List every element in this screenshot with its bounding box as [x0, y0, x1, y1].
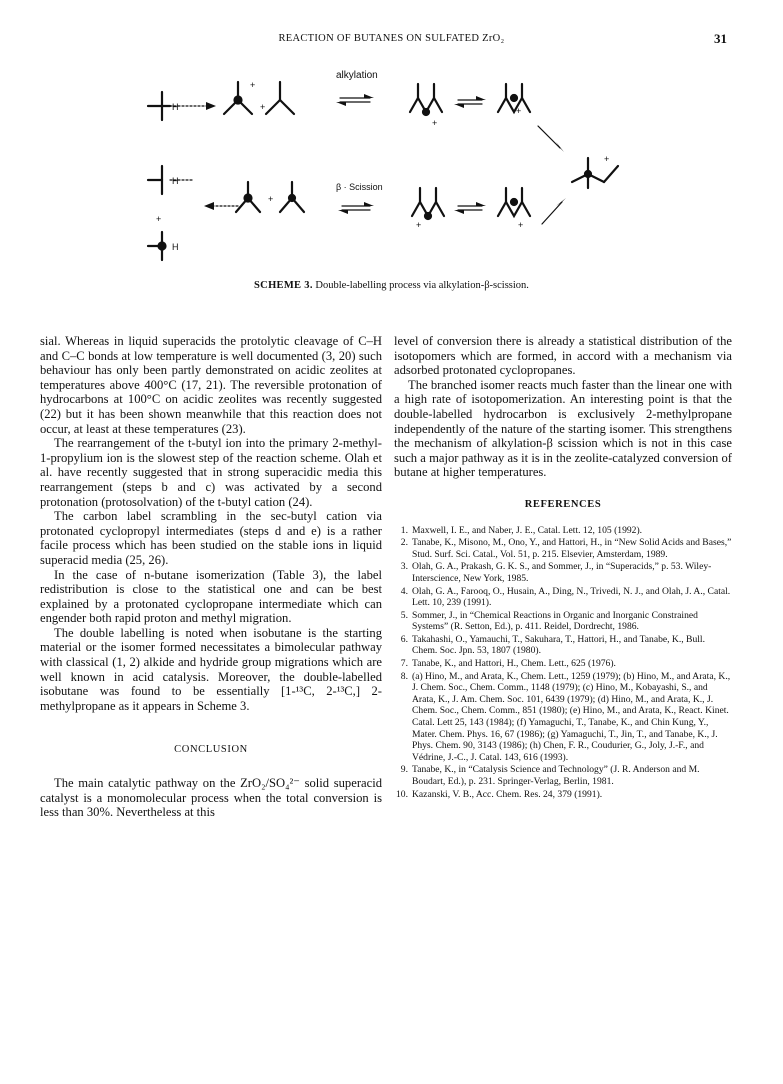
alkylation-label: alkylation — [336, 70, 378, 81]
reference-number: 9. — [400, 764, 408, 776]
reference-number: 8. — [400, 670, 408, 682]
left-column — [40, 334, 382, 820]
reference-item — [394, 671, 732, 764]
scission-label: β · Scission — [336, 182, 383, 192]
reference-text: Tanabe, K., Misono, M., Ono, Y., and Hattori, H., in “New Solid Acids and Bases,” Stud. Surf. Sci. Catal., Vol. 51, p. 215. Elsevier, Amsterdam, 1989. — [412, 537, 732, 560]
paragraph: sial. Whereas in liquid superacids the protolytic cleavage of C–H and C–C bonds at low temperature is well documented (3, 20) such behaviour has only been partly demonstrated on acidic zeolites at temperatures above 400°C (17, 21). The reversible protonation of hydrocarbons at 100°C on acidic zeolites was recently suggested (22) but it has been shown meanwhile that this reaction does not occur, at least at these temperatures (23). — [40, 334, 382, 436]
h-label-1: H — [172, 102, 179, 112]
right-column — [394, 334, 732, 801]
paragraph: The main catalytic pathway on the ZrO₂/SO₄²⁻ solid superacid catalyst is a monomolecular process when the total conversion is less than 30%. Nevertheless at this — [40, 776, 382, 820]
reference-item — [394, 537, 732, 560]
reference-item — [394, 789, 732, 801]
h-label-3: H — [172, 242, 179, 252]
reference-text: Olah, G. A., Prakash, G. K. S., and Sommer, J., in “Superacids,” p. 53. Wiley-Interscience, New York, 1985. — [412, 561, 712, 584]
reference-number: 10. — [396, 788, 408, 800]
reference-number: 3. — [400, 561, 408, 573]
scheme-caption — [0, 280, 783, 291]
reference-item — [394, 764, 732, 787]
paragraph: The rearrangement of the t-butyl ion into the primary 2-methyl-1-propylium ion is the slowest step of the reaction scheme. Olah et al. have recently suggested that in strong superacidic media this rearrangement (steps b and c) was activated by a second protonation (protosolvation) of the t-butyl cation (24). — [40, 436, 382, 509]
paragraph: The carbon label scrambling in the sec-butyl cation via protonated cyclopropyl intermediates (steps d and e) is a rather facile process which has been studied on the stable ions in liquid superacid media (25, 26). — [40, 509, 382, 567]
reference-text: Tanabe, K., and Hattori, H., Chem. Lett., 625 (1976). — [412, 658, 616, 670]
isobutane-molecule-2 — [148, 166, 162, 194]
page-number: 31 — [714, 31, 727, 46]
scheme-caption-label: SCHEME 3. — [254, 280, 313, 291]
plus-label-8: + — [518, 220, 524, 230]
scheme-3-diagram — [120, 56, 680, 276]
reference-item — [394, 634, 732, 657]
octyl-cation-1 — [410, 84, 442, 112]
arrowhead-1 — [206, 102, 216, 110]
octyl-cation-4 — [412, 188, 444, 216]
scheme-3-svg — [120, 56, 680, 276]
reference-number: 2. — [400, 537, 408, 549]
reference-text: Kazanski, V. B., Acc. Chem. Res. 24, 379 (1991). — [412, 788, 603, 800]
reference-item — [394, 658, 732, 670]
reference-number: 5. — [400, 609, 408, 621]
reference-text: Sommer, J., in “Chemical Reactions in Organic and Inorganic Constrained Systems” (R. Setton, Ed.), p. 411. Reidel, Dordrecht, 1986. — [412, 609, 698, 633]
reference-number: 4. — [400, 585, 408, 597]
paragraph: In the case of n-butane isomerization (Table 3), the label redistribution is close to the statistical one and can be best explained by a protonated cyclopropane intermediate which can engender both rapid proton and methyl migration. — [40, 567, 382, 626]
reference-text: Maxwell, I. E., and Naber, J. E., Catal. Lett. 12, 105 (1992). — [412, 524, 643, 536]
reference-item — [394, 525, 732, 537]
labelled-carbon-1 — [235, 97, 242, 104]
reference-item — [394, 561, 732, 584]
paragraph: level of conversion there is already a statistical distribution of the isotopomers which are formed, in accord with a mechanism via adsorbed protonated cyclopropanes. — [394, 334, 732, 378]
reference-number: 7. — [400, 658, 408, 670]
plus-label-3: + — [156, 214, 162, 224]
reference-text: (a) Hino, M., and Arata, K., Chem. Lett., 1259 (1979); (b) Hino, M., and Arata, K., J. Chem. Soc., Chem. Comm., 1148 (1979); (c) Hino, M., Kobayashi, S., and Arata, K., J. Am. Chem. Soc. 101, 6439 (1979); (d) Hino, M., and Arata, K., J. Chem. Soc., Chem. Comm., 851 (1980); (e) Hino, M., and Arata, K., React. Kinet. Catal. Lett 25, 143 (1984); (f) Yamaguchi, T., Tanabe, K., and Chin Kung, Y., Mater. Chem. Phys. 16, 67 (1986); (g) Yamaguchi, T., Jin, T., and Tanabe, K., J. Phys. Chem. 90, 3143 (1986); (h) Chen, F. R., Coudurier, G., Joly, J.-F., and Védrine, J.-C., J. Catal. 143, 616 (1993). — [412, 670, 731, 763]
references-heading: REFERENCES — [524, 498, 602, 510]
reference-text: Takahashi, O., Yamauchi, T., Sakuhara, T., Hattori, H., and Tanabe, K., Bull. Chem. Soc. Jpn. 53, 1807 (1980). — [412, 633, 705, 657]
reference-list — [394, 525, 732, 801]
reference-text: Tanabe, K., in “Catalysis Science and Technology” (J. R. Anderson and M. Boudart, Ed.), p. 231. Springer-Verlag, Berlin, 1981. — [412, 764, 700, 787]
reference-number: 1. — [400, 524, 408, 536]
reference-item — [394, 586, 732, 609]
plus-label-6: + — [516, 106, 522, 116]
octyl-cation-3 — [572, 158, 618, 188]
scheme-caption-text: Double-labelling process via alkylation-β-scission. — [315, 280, 529, 291]
reference-text: Olah, G. A., Farooq, O., Husain, A., Ding, N., Trivedi, N. J., and Olah, J. A., Catal. Lett. 10, 239 (1991). — [412, 585, 731, 609]
h-label-2: H — [172, 176, 179, 186]
conclusion-heading: CONCLUSION — [174, 744, 248, 756]
plus-label-7: + — [416, 220, 422, 230]
plus-label-5: + — [432, 118, 438, 128]
plus-label-4: + — [268, 194, 274, 204]
isobutene-molecule-1 — [266, 82, 294, 114]
running-header — [0, 33, 783, 49]
isobutane-molecule-1 — [148, 92, 170, 120]
reference-item — [394, 610, 732, 633]
running-title: REACTION OF BUTANES ON SULFATED ZrO₂ — [278, 33, 505, 44]
paragraph: The double labelling is noted when isobutane is the starting material or the isomer formed necessitates a bimolecular pathway with classical (1, 2) alkide and hydride group migrations which are well known in acid catalysis. Moreover, the double-labelled isobutane was found to be essentially [1-¹³C, 2-¹³C,] 2-methylpropane as it appears in Scheme 3. — [40, 625, 382, 713]
paragraph: The branched isomer reacts much faster than the linear one with a high rate of isotopomerization. An interesting point is that the double-labelled hydrocarbon is exclusively 2-methylpropane independently of the nature of the starting isomer. This strengthens the mechanism of alkylation-β scission which is not in this case such a major pathway as it is in the zeolite-catalyzed conversion of butane at higher temperatures. — [394, 377, 732, 480]
reference-number: 6. — [400, 633, 408, 645]
plus-label-1: + — [250, 80, 256, 90]
plus-label-9: + — [604, 154, 610, 164]
plus-label-2: + — [260, 102, 266, 112]
